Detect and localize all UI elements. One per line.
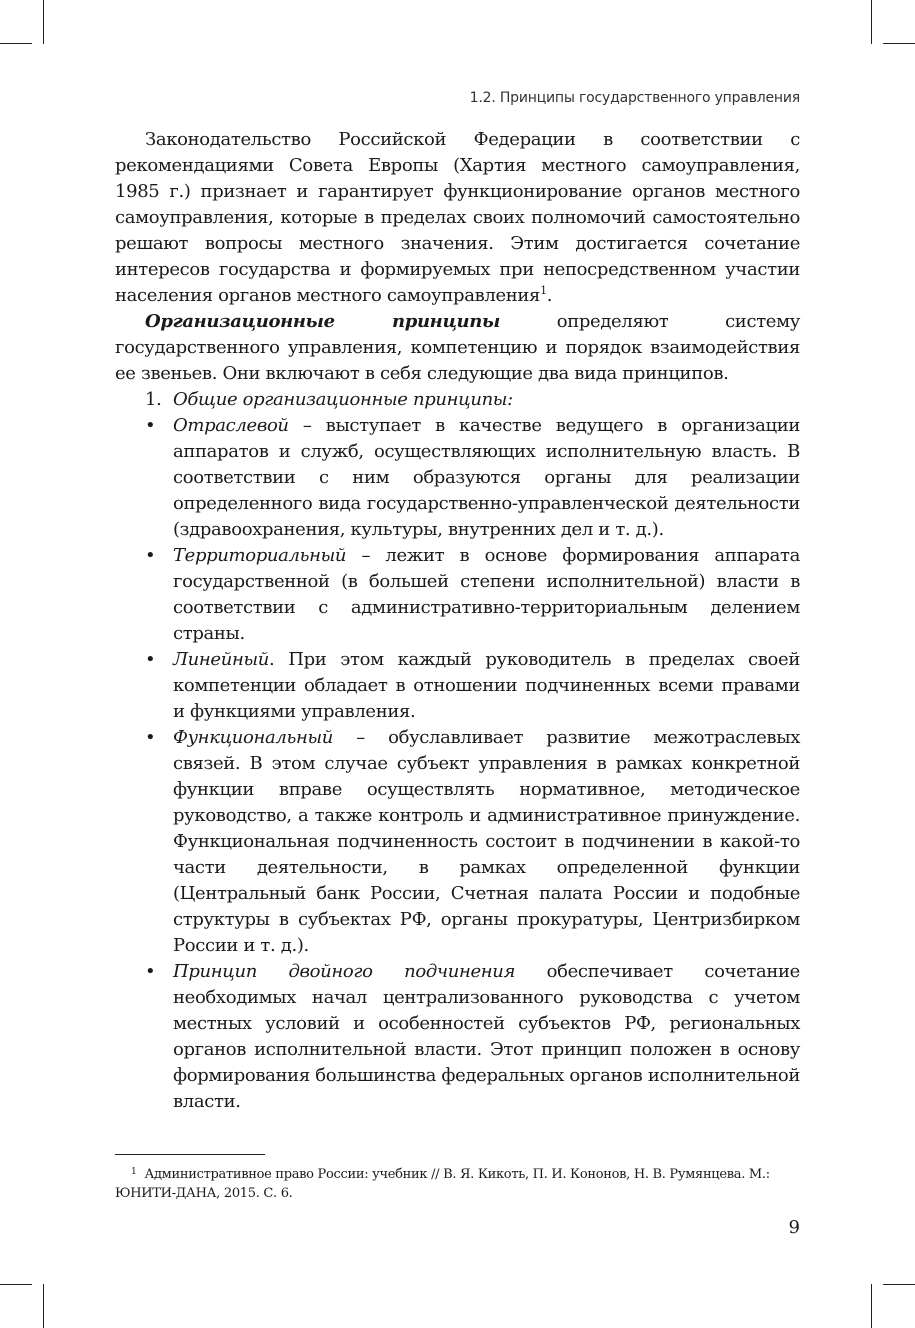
list-item-text: обеспечивает сочетание необходимых начал централизованного руководства с учетом местных условий и особенностей субъектов РФ, региональных органов исполнительной власти. Этот принцип положен в основу формирования большинства федеральных органов исполнительной власти. (173, 961, 800, 1112)
footnote-text: Административное право России: учебник // В. Я. Кикоть, П. И. Кононов, Н. В. Румянцева. М.: ЮНИТИ-ДАНА, 2015. С. 6. (115, 1167, 770, 1201)
crop-mark (871, 1284, 872, 1328)
footnote-divider (115, 1154, 265, 1155)
paragraph-2-term: Организационные принципы (145, 311, 501, 332)
list-item-term: Отраслевой (173, 415, 289, 436)
list-item (115, 647, 800, 725)
paragraph-2 (115, 309, 800, 387)
paragraph-2-text: определяют систему государственного управления, компетенцию и порядок взаимодействия ее звеньев. Они включают в себя следующие два вида принципов. (115, 311, 800, 384)
paragraph-1-text: Законодательство Российской Федерации в соответствии с рекомендациями Совета Европы (Хартия местного самоуправления, 1985 г.) признает и гарантирует функционирование органов местного самоуправления, которые в пределах своих полномочий самостоятельно решают вопросы местного значения. Этим достигается сочетание интересов государства и формируемых при непосредственном участии населения органов местного самоуправления (115, 129, 800, 306)
main-text (115, 127, 800, 1115)
crop-mark (871, 0, 872, 44)
paragraph-1-end: . (546, 285, 553, 306)
footnote (115, 1163, 800, 1203)
list-item-term: Территориальный (173, 545, 347, 566)
list-item-term: Линейный (173, 649, 270, 670)
numbered-item (115, 387, 800, 413)
page-number: 9 (788, 1217, 800, 1238)
list-item (115, 959, 800, 1115)
numbered-item-number: 1. (145, 389, 162, 410)
footnote-reference: 1 (540, 284, 547, 297)
crop-mark (0, 1284, 32, 1285)
numbered-item-text: Общие организационные принципы: (173, 389, 513, 410)
list-item-text: . При этом каждый руководитель в пределах своей компетенции обладает в отношении подчиненных всеми правами и функциями управления. (173, 649, 800, 722)
list-item-text: – выступает в качестве ведущего в организации аппаратов и служб, осуществляющих исполнительную власть. В соответствии с ним образуются органы для реализации определенного вида государственно-управленческой деятельности (здравоохранения, культуры, внутренних дел и т. д.). (173, 415, 800, 540)
list-item-term: Функциональный (173, 727, 334, 748)
crop-mark (43, 1284, 44, 1328)
list-item (115, 543, 800, 647)
running-header: 1.2. Принципы государственного управления (469, 90, 800, 106)
footnote-mark: 1 (131, 1167, 137, 1177)
list-item-text: – лежит в основе формирования аппарата государственной (в большей степени исполнительной) власти в соответствии с административно-территориальным делением страны. (173, 545, 800, 644)
list-item-term: Принцип двойного подчинения (173, 961, 516, 982)
principles-list (115, 413, 800, 1115)
crop-mark (0, 43, 32, 44)
crop-mark (883, 1284, 915, 1285)
crop-mark (43, 0, 44, 44)
list-item-text: – обуславливает развитие межотраслевых связей. В этом случае субъект управления в рамках конкретной функции вправе осуществлять нормативное, методическое руководство, а также контроль и административное принуждение. Функциональная подчиненность состоит в подчинении в какой-то части деятельности, в рамках определенной функции (Центральный банк России, Счетная палата России и подобные структуры в субъектах РФ, органы прокуратуры, Центризбирком России и т. д.). (173, 727, 800, 956)
list-item (115, 725, 800, 959)
crop-mark (883, 43, 915, 44)
list-item (115, 413, 800, 543)
paragraph-1 (115, 127, 800, 309)
